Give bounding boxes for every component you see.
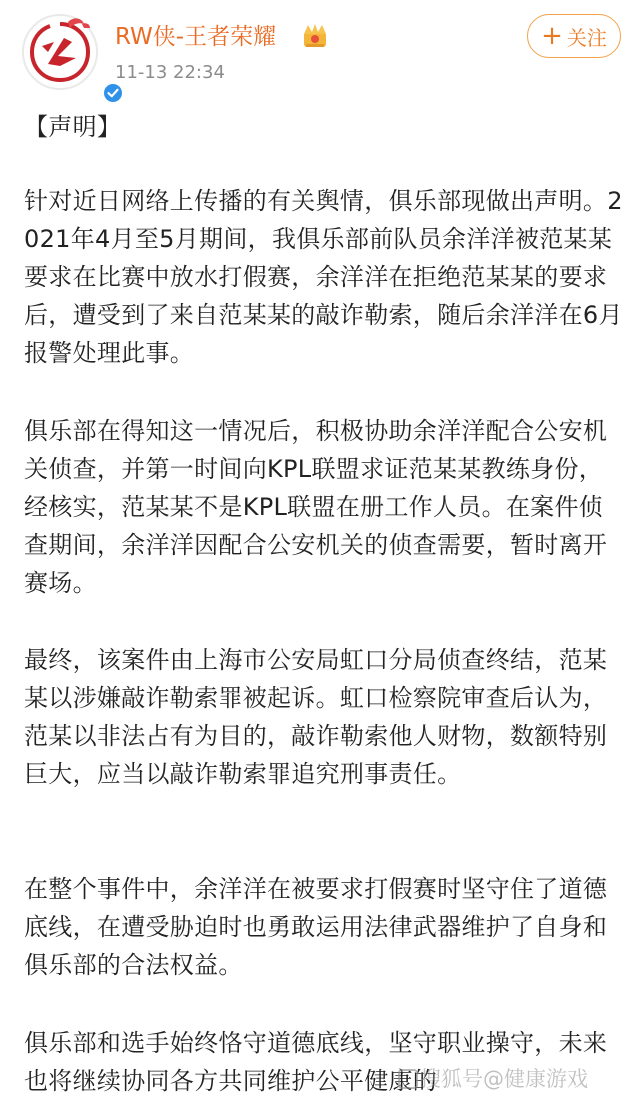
sohu-logo-icon	[398, 1069, 418, 1089]
post-time: 11-13 22:34	[115, 62, 225, 83]
crown-icon	[300, 22, 330, 50]
user-name[interactable]: RW侠-王者荣耀	[115, 24, 277, 50]
rw-team-logo-icon	[24, 16, 96, 88]
avatar[interactable]	[22, 14, 98, 90]
follow-button[interactable]	[527, 14, 621, 58]
follow-label: 关注	[566, 25, 607, 50]
paragraph-3: 最终，该案件由上海市公安局虹口分局侦查终结，范某某以涉嫌敲诈勒索罪被起诉。虹口检察院审查后认为，范某以非法占有为目的，敲诈勒索他人财物，数额特别巨大，应当以敲诈勒索罪追究刑事责任。	[24, 646, 608, 788]
plus-icon: +	[541, 21, 563, 51]
paragraph-5: 俱乐部和选手始终恪守道德底线，坚守职业操守，未来也将继续协同各方共同维护公平健康的	[24, 1029, 608, 1095]
verified-badge-icon	[102, 82, 124, 104]
paragraph-1: 针对近日网络上传播的有关舆情，俱乐部现做出声明。2021年4月至5月期间，我俱乐部前队员余洋洋被范某某要求在比赛中放水打假赛，余洋洋在拒绝范某某的要求后，遭受到了来自范某某的敲诈勒索，随后余洋洋在6月报警处理此事。	[24, 187, 623, 367]
watermark-text: 搜狐号@健康游戏	[420, 1067, 588, 1091]
paragraph-4: 在整个事件中，余洋洋在被要求打假赛时坚守住了道德底线，在遭受胁迫时也勇敢运用法律武器维护了自身和俱乐部的合法权益。	[24, 875, 608, 979]
watermark	[398, 1063, 588, 1093]
statement-title: 【声明】	[24, 113, 122, 141]
paragraph-2: 俱乐部在得知这一情况后，积极协助余洋洋配合公安机关侦查，并第一时间向KPL联盟求证范某某教练身份，经核实，范某某不是KPL联盟在册工作人员。在案件侦查期间，余洋洋因配合公安机关的侦查需要，暂时离开赛场。	[24, 417, 608, 597]
post-header	[0, 0, 641, 100]
